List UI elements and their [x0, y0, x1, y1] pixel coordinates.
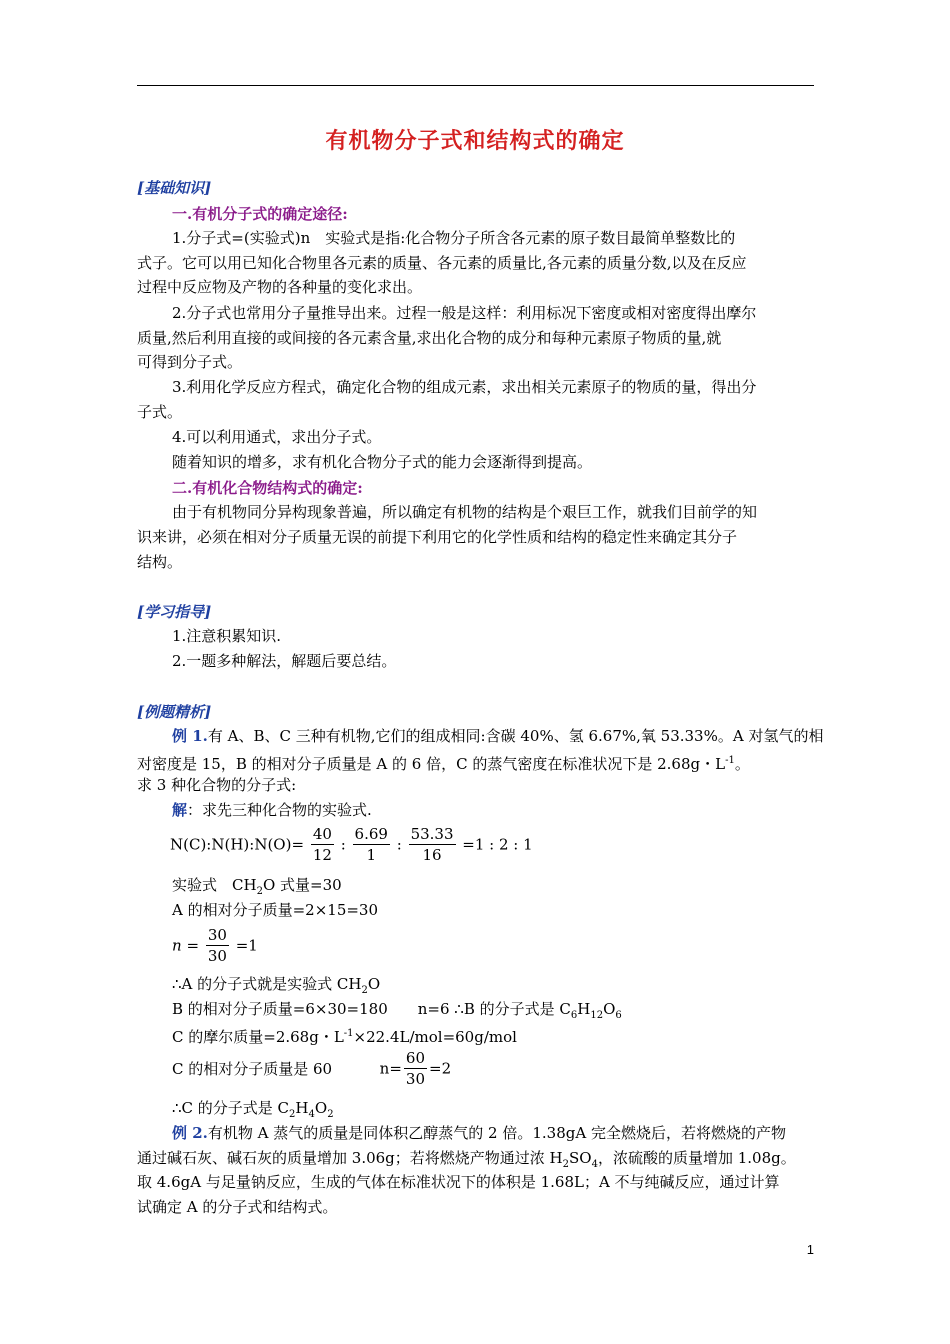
section-examples: [例题精析] — [137, 703, 212, 721]
example-1-line: 求 3 种化合物的分子式: — [137, 776, 297, 794]
paragraph-line: 由于有机物同分异构现象普遍，所以确定有机物的结构是个艰巨工作，就我们目前学的知 — [172, 503, 758, 521]
ratio-rhs: =1 : 2 : 1 — [462, 835, 533, 854]
subscript: 2 — [562, 1159, 569, 1170]
paragraph-line: 质量,然后利用直接的或间接的各元素含量,求出化合物的成分和每种元素原子物质的量,就 — [137, 329, 722, 347]
solution-label: 解 — [172, 801, 188, 819]
page-title: 有机物分子式和结构式的确定 — [325, 128, 625, 154]
formula-text: O — [314, 1099, 328, 1117]
solution-line — [172, 1024, 517, 1047]
subscript: 2 — [289, 1109, 296, 1120]
paragraph-line: 结构。 — [137, 553, 183, 571]
c-n-lhs: n= — [379, 1059, 402, 1078]
example-1-label: 例 1. — [172, 727, 208, 745]
subscript: 4 — [308, 1109, 315, 1120]
numerator: 60 — [405, 1049, 425, 1067]
paragraph-line: 随着知识的增多，求有机化合物分子式的能力会逐渐得到提高。 — [172, 453, 593, 471]
fraction — [404, 1048, 427, 1089]
formula-text: H — [295, 1099, 309, 1117]
c-n-equation — [172, 1048, 451, 1089]
denominator: 30 — [405, 1070, 425, 1088]
example-2-label: 例 2. — [172, 1124, 208, 1142]
solution-line — [172, 800, 372, 820]
example-2-text: SO — [569, 1149, 592, 1167]
section-basic: [基础知识] — [137, 179, 212, 197]
variable-n: n — [172, 936, 182, 955]
subscript: 2 — [327, 1109, 334, 1120]
example-2-text: 有机物 A 蒸气的质量是同体积乙醇蒸气的 2 倍。1.38gA 完全燃烧后，若将燃烧的产物 — [207, 1124, 786, 1142]
paragraph-line: 1.分子式=(实验式)n 实验式是指:化合物分子所含各元素的原子数目最简单整数比的 — [172, 229, 736, 247]
example-1-text: 有 A、B、C 三种有机物,它们的组成相同:含碳 40%、氢 6.67%,氧 53.33%。A 对氢气的相 — [207, 727, 824, 745]
c-n-rhs: =2 — [429, 1059, 452, 1078]
numerator: 53.33 — [410, 825, 454, 843]
formula-text: O — [603, 1000, 616, 1018]
subscript: 6 — [615, 1010, 622, 1021]
subscript: 2 — [256, 886, 263, 897]
n-equation: n = $\frac{30}{30}$ =1 — [172, 926, 258, 965]
example-2-line — [172, 1123, 786, 1143]
formula-text: 实验式 CH — [172, 876, 257, 894]
example-2-line: 试确定 A 的分子式和结构式。 — [137, 1198, 338, 1216]
superscript: -1 — [343, 1028, 354, 1039]
paragraph-line: 4.可以利用通式，求出分子式。 — [172, 428, 382, 446]
subscript: 2 — [361, 985, 368, 996]
formula-text: H — [577, 1000, 591, 1018]
denominator: 1 — [366, 846, 376, 864]
example-2-line: 取 4.6gA 与足量钠反应，生成的气体在标准状况下的体积是 1.68L；A 不与纯碱反应，通过计算 — [137, 1173, 780, 1191]
paragraph-line: 子式。 — [137, 403, 183, 421]
example-2-text: 通过碱石灰、碱石灰的质量增加 3.06g；若将燃烧产物通过浓 H — [137, 1149, 563, 1167]
paragraph-line: 可得到分子式。 — [137, 353, 243, 371]
paragraph-line: 2.分子式也常用分子量推导出来。过程一般是这样：利用标况下密度或相对密度得出摩尔 — [172, 304, 757, 322]
denominator: 12 — [312, 846, 332, 864]
subscript: 12 — [590, 1010, 604, 1021]
example-1-line — [137, 751, 750, 774]
example-1-text: 对密度是 15，B 的相对分子质量是 A 的 6 倍，C 的蒸气密度在标准状况下是 2.68g・L — [137, 755, 726, 773]
denominator: 16 — [422, 846, 442, 864]
ratio-lhs: N(C):N(H):N(O)= — [170, 835, 305, 854]
ratio-equation: N(C):N(H):N(O)= $\frac{40}{12}$ : $\frac{6.69}{1}$ : $\frac{53.33}{16}$ =1 : 2 : 1 — [170, 825, 533, 864]
formula-text: ∴C 的分子式是 C — [172, 1099, 290, 1117]
denominator: 30 — [207, 947, 227, 965]
fraction — [409, 824, 456, 865]
solution-line — [172, 999, 622, 1026]
formula-text: C 的摩尔质量=2.68g・L — [172, 1028, 344, 1046]
subscript: 4 — [591, 1159, 598, 1170]
paragraph-line: 识来讲，必须在相对分子质量无误的前提下利用它的化学性质和结构的稳定性来确定其分子 — [137, 528, 738, 546]
guide-item: 1.注意积累知识. — [172, 627, 282, 645]
header-rule — [137, 85, 814, 86]
solution-text: ：求先三种化合物的实验式. — [187, 801, 372, 819]
superscript: -1 — [725, 755, 735, 766]
numerator: 40 — [312, 825, 332, 843]
solution-line — [172, 974, 380, 1001]
subheading-molecular-formula: 一.有机分子式的确定途径: — [172, 205, 348, 223]
formula-text: ×22.4L/mol=60g/mol — [353, 1028, 517, 1046]
fraction — [311, 824, 334, 865]
paragraph-line: 3.利用化学反应方程式，确定化合物的组成元素，求出相关元素原子的物质的量，得出分 — [172, 378, 757, 396]
guide-item: 2.一题多种解法，解题后要总结。 — [172, 652, 397, 670]
formula-text: B 的相对分子质量=6×30=180 n=6 ∴B 的分子式是 C — [172, 1000, 571, 1018]
fraction — [353, 824, 390, 865]
n-rhs: =1 — [235, 936, 258, 955]
section-guide: [学习指导] — [137, 603, 212, 621]
fraction — [206, 925, 229, 966]
numerator: 6.69 — [354, 825, 388, 843]
solution-line: A 的相对分子质量=2×15=30 — [172, 901, 379, 919]
c-mass-text: C 的相对分子质量是 60 — [172, 1060, 333, 1078]
example-1-text: 。 — [734, 755, 750, 773]
example-1-line — [172, 726, 823, 746]
formula-text: ∴A 的分子式就是实验式 CH — [172, 975, 362, 993]
paragraph-line: 式子。它可以用已知化合物里各元素的质量、各元素的质量比,各元素的质量分数,以及在反应 — [137, 254, 747, 272]
formula-text: O 式量=30 — [262, 876, 342, 894]
page-number: 1 — [806, 1242, 814, 1257]
example-2-line — [137, 1148, 796, 1175]
numerator: 30 — [207, 926, 227, 944]
subscript: 6 — [570, 1010, 578, 1021]
subheading-structure: 二.有机化合物结构式的确定: — [172, 479, 363, 497]
paragraph-line: 过程中反应物及产物的各种量的变化求出。 — [137, 278, 423, 296]
solution-line — [172, 875, 342, 902]
example-2-text: ，浓硫酸的质量增加 1.08g。 — [597, 1149, 796, 1167]
formula-text: O — [367, 975, 381, 993]
solution-line — [172, 1098, 334, 1125]
